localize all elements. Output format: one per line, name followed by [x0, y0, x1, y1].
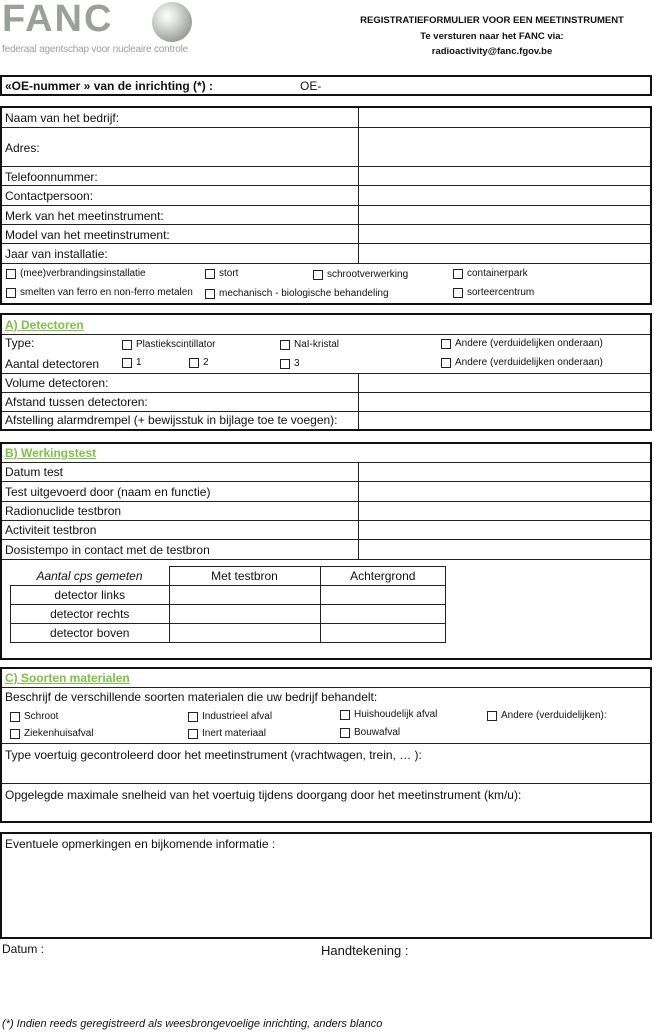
option-hospital-waste[interactable]: Ziekenhuisafval — [10, 728, 93, 739]
table-row — [11, 605, 446, 624]
checkbox-icon[interactable] — [280, 340, 290, 350]
checkbox-icon[interactable] — [205, 269, 215, 279]
table-header: Achtergrond — [320, 567, 446, 586]
option-scrap[interactable]: Schroot — [10, 711, 58, 722]
date-label: Datum : — [2, 942, 45, 956]
test-title: B) Werkingstest — [5, 446, 97, 460]
checkbox-icon[interactable] — [188, 712, 198, 722]
signature-label: Handtekening : — [321, 943, 409, 958]
checkbox-icon[interactable] — [453, 288, 463, 298]
facility-type-options — [2, 264, 650, 305]
option-count-2[interactable]: 2 — [189, 357, 209, 368]
option-landfill[interactable]: stort — [205, 268, 238, 279]
materials-title: C) Soorten materialen — [5, 671, 130, 685]
contact-email: radioactivity@fanc.fgov.be — [431, 46, 553, 57]
table-header: Aantal cps gemeten — [11, 567, 170, 586]
field-detector-volume[interactable]: Volume detectoren: — [2, 374, 650, 393]
field-phone[interactable]: Telefoonnummer: — [2, 167, 650, 186]
field-address[interactable]: Adres: — [2, 128, 650, 167]
checkbox-icon[interactable] — [441, 339, 451, 349]
field-company-name[interactable]: Naam van het bedrijf: — [2, 108, 650, 128]
table-row — [11, 586, 446, 605]
cell-background[interactable] — [320, 624, 446, 643]
detectors-section — [0, 313, 652, 431]
field-max-speed[interactable]: Opgelegde maximale snelheid van het voertuig tijdens doorgang door het meetinstrument (km/u): — [5, 788, 522, 802]
detectors-title: A) Detectoren — [5, 318, 84, 332]
option-plastic-scintillator[interactable]: Plastiekscintillator — [122, 339, 215, 350]
logo-subtitle: federaal agentschap voor nucleaire controle — [2, 44, 188, 55]
cps-measurement-table — [10, 566, 446, 643]
checkbox-icon[interactable] — [453, 269, 463, 279]
option-sorting-center[interactable]: sorteercentrum — [453, 287, 534, 298]
checkbox-icon[interactable] — [340, 710, 350, 720]
field-dose-rate[interactable]: Dosistempo in contact met de testbron — [2, 540, 650, 560]
checkbox-icon[interactable] — [6, 288, 16, 298]
oe-number-field[interactable]: OE- — [300, 79, 322, 93]
option-mechanical-biological[interactable]: mechanisch - biologische behandeling — [205, 288, 389, 299]
option-inert-material[interactable]: Inert materiaal — [188, 728, 266, 739]
field-detector-distance[interactable]: Afstand tussen detectoren: — [2, 393, 650, 412]
oe-number-label: «OE-nummer » van de inrichting (*) : — [5, 79, 214, 93]
option-container-park[interactable]: containerpark — [453, 268, 528, 279]
checkbox-icon[interactable] — [188, 729, 198, 739]
test-title-row — [2, 444, 650, 463]
option-materials-other[interactable]: Andere (verduidelijken): — [487, 710, 607, 721]
row-label: detector boven — [11, 624, 170, 643]
logo-sphere-icon — [152, 2, 192, 42]
detector-type-row: Type: Plastiekscintillator NaI-kristal Andere (verduidelijken onderaan) — [5, 336, 603, 350]
option-incineration[interactable]: (mee)verbrandingsinstallatie — [6, 268, 146, 279]
form-title: REGISTRATIEFORMULIER VOOR EEN MEETINSTRUMENT — [360, 15, 624, 26]
option-count-3[interactable]: 3 — [280, 358, 300, 369]
field-test-performed-by[interactable]: Test uitgevoerd door (naam en functie) — [2, 482, 650, 502]
option-household-waste[interactable]: Huishoudelijk afval — [340, 709, 437, 720]
materials-section — [0, 667, 652, 823]
checkbox-icon[interactable] — [6, 269, 16, 279]
option-count-1[interactable]: 1 — [122, 357, 142, 368]
checkbox-icon[interactable] — [189, 358, 199, 368]
row-label: detector links — [11, 586, 170, 605]
checkbox-icon[interactable] — [122, 340, 132, 350]
remarks-label: Eventuele opmerkingen en bijkomende informatie : — [5, 837, 276, 851]
cell-with-source[interactable] — [169, 605, 320, 624]
cell-with-source[interactable] — [169, 624, 320, 643]
option-construction-waste[interactable]: Bouwafval — [340, 727, 400, 738]
materials-type-row: Beschrijf de verschillende soorten materialen die uw bedrijf behandelt: Schroot Industrieel afval Huishoudelijk afval Andere (verduidelijken): Ziekenhuisafval Inert materiaal Bouwafval — [2, 688, 650, 744]
checkbox-icon[interactable] — [10, 729, 20, 739]
option-metal-smelting[interactable]: smelten van ferro en non-ferro metalen — [6, 287, 193, 298]
checkbox-icon[interactable] — [122, 358, 132, 368]
field-radionuclide[interactable]: Radionuclide testbron — [2, 502, 650, 521]
field-instrument-model[interactable]: Model van het meetinstrument: — [2, 225, 650, 244]
field-source-activity[interactable]: Activiteit testbron — [2, 521, 650, 540]
field-alarm-threshold[interactable]: Afstelling alarmdrempel (+ bewijsstuk in bijlage toe te voegen): — [2, 412, 650, 429]
checkbox-icon[interactable] — [487, 711, 497, 721]
remarks-box[interactable] — [0, 832, 652, 939]
table-header-row — [11, 567, 446, 586]
field-test-date[interactable]: Datum test — [2, 463, 650, 482]
logo-wordmark: FANC — [2, 0, 114, 40]
oe-number-box — [0, 75, 652, 96]
company-section — [0, 106, 652, 305]
send-instruction: Te versturen naar het FANC via: — [420, 31, 564, 42]
cell-background[interactable] — [320, 605, 446, 624]
table-header: Met testbron — [169, 567, 320, 586]
detectors-title-row — [2, 315, 650, 335]
option-count-other[interactable]: Andere (verduidelijken onderaan) — [441, 357, 603, 368]
field-installation-year[interactable]: Jaar van installatie: — [2, 244, 650, 264]
checkbox-icon[interactable] — [205, 289, 215, 299]
detector-count-row: Aantal detectoren 1 2 3 Andere (verduidelijken onderaan) — [2, 354, 650, 374]
option-scrap-processing[interactable]: schrootverwerking — [313, 269, 408, 280]
checkbox-icon[interactable] — [441, 358, 451, 368]
field-instrument-brand[interactable]: Merk van het meetinstrument: — [2, 206, 650, 225]
checkbox-icon[interactable] — [313, 270, 323, 280]
field-contact-person[interactable]: Contactpersoon: — [2, 186, 650, 206]
option-type-other[interactable]: Andere (verduidelijken onderaan) — [441, 338, 603, 349]
cell-with-source[interactable] — [169, 586, 320, 605]
row-label: detector rechts — [11, 605, 170, 624]
field-vehicle-type[interactable]: Type voertuig gecontroleerd door het meetinstrument (vrachtwagen, trein, … ): — [2, 744, 650, 784]
option-nai-crystal[interactable]: NaI-kristal — [280, 339, 339, 350]
table-row — [11, 624, 446, 643]
option-industrial-waste[interactable]: Industrieel afval — [188, 711, 272, 722]
checkbox-icon[interactable] — [340, 728, 350, 738]
materials-title-row — [2, 669, 650, 688]
footnote: (*) Indien reeds geregistreerd als weesbrongevoelige inrichting, anders blanco — [2, 1018, 383, 1030]
cell-background[interactable] — [320, 586, 446, 605]
checkbox-icon[interactable] — [10, 712, 20, 722]
checkbox-icon[interactable] — [280, 359, 290, 369]
